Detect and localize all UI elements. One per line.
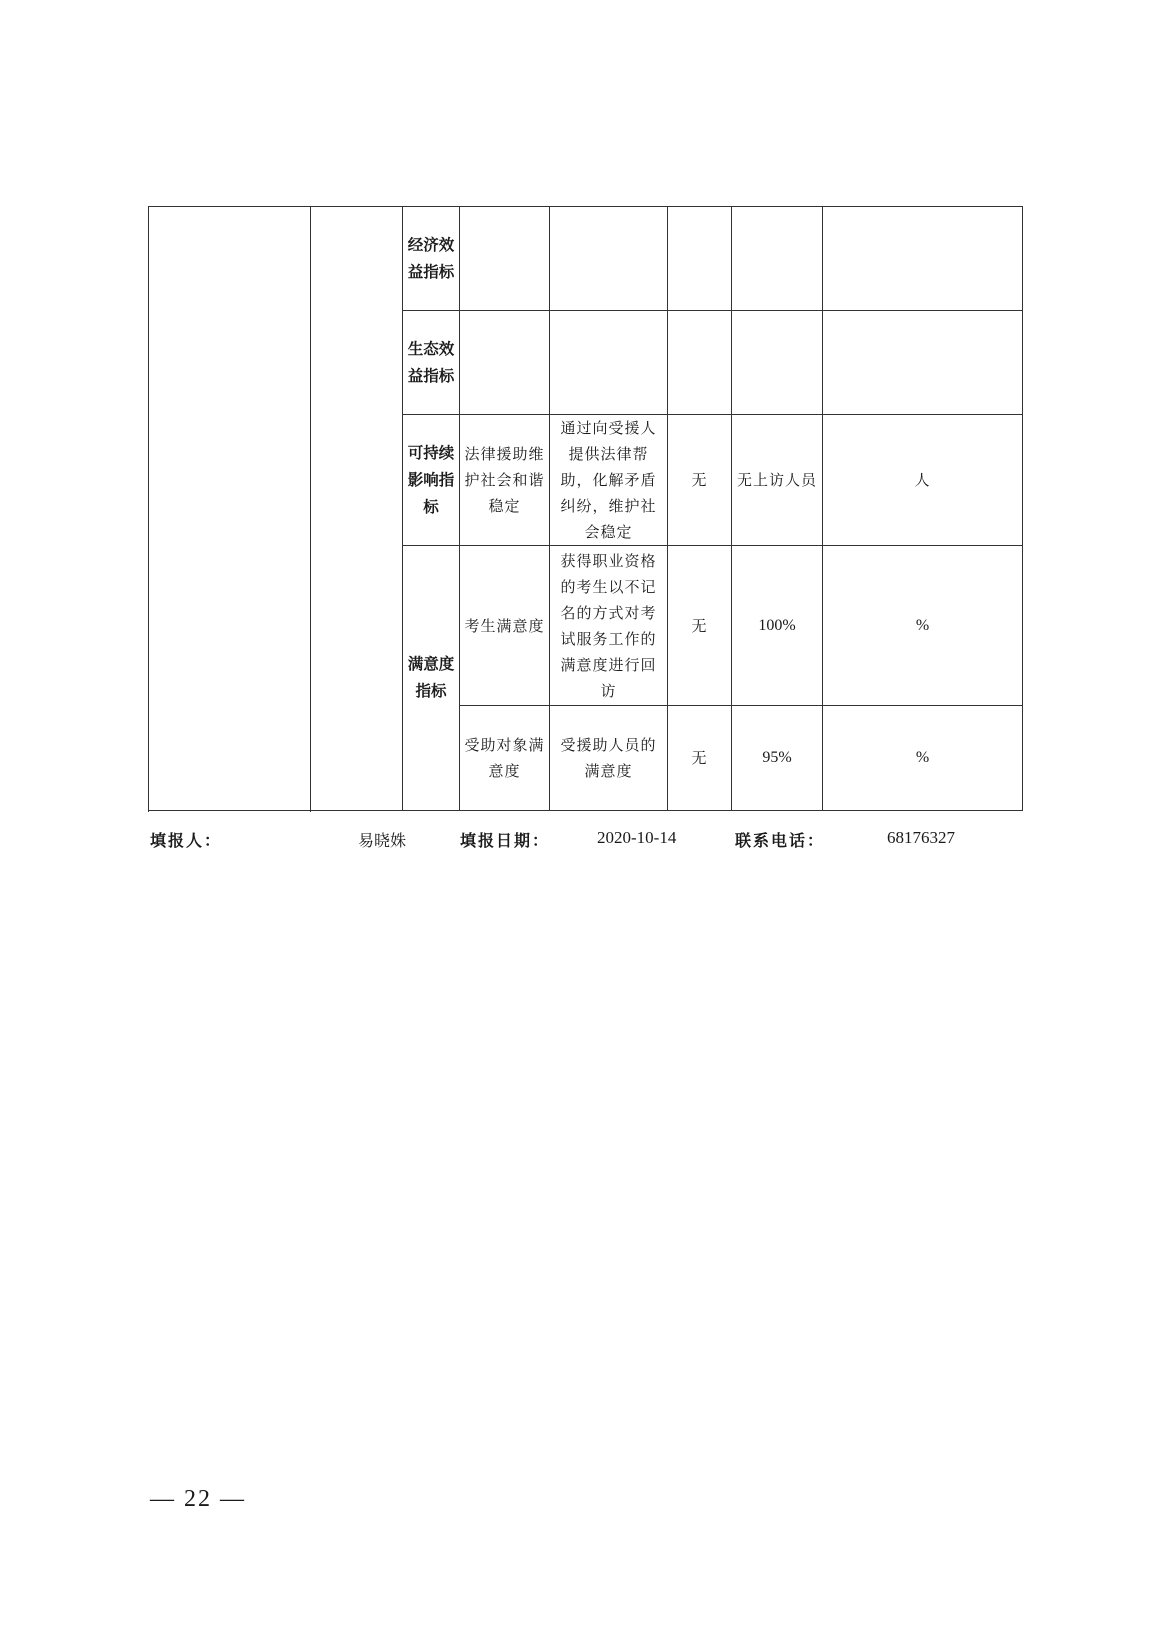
phone-value: 68176327 (887, 828, 955, 847)
phone-label: 联系电话： (735, 831, 826, 850)
filler-label: 填报人： (150, 831, 223, 850)
indicator-cell: 受助对象满意度 (460, 706, 550, 811)
unit-cell (823, 311, 1023, 415)
unit-cell: % (823, 546, 1023, 706)
page-number: — 22 — (150, 1486, 246, 1512)
date-label: 填报日期： (460, 831, 551, 850)
content-cell: 受援助人员的满意度 (550, 706, 668, 811)
target-cell: 100% (732, 546, 823, 706)
indicator-cell (460, 207, 550, 311)
baseline-cell: 无 (668, 546, 732, 706)
unit-cell: % (823, 706, 1023, 811)
content-cell: 通过向受援人提供法律帮助，化解矛盾纠纷，维护社会稳定 (550, 415, 668, 546)
baseline-cell: 无 (668, 706, 732, 811)
baseline-cell (668, 311, 732, 415)
performance-indicator-table (148, 206, 1023, 811)
target-cell: 95% (732, 706, 823, 811)
baseline-cell (668, 207, 732, 311)
table-row (149, 207, 1023, 311)
indicator-cell: 法律援助维护社会和谐稳定 (460, 415, 550, 546)
content-cell (550, 311, 668, 415)
target-cell: 无上访人员 (732, 415, 823, 546)
unit-cell: 人 (823, 415, 1023, 546)
second-level-indicator-cell (311, 207, 403, 811)
unit-cell (823, 207, 1023, 311)
satisfaction-category-cell: 满意度指标 (403, 546, 460, 811)
target-cell (732, 311, 823, 415)
content-cell (550, 207, 668, 311)
category-cell: 经济效益指标 (403, 207, 460, 311)
date-value: 2020-10-14 (597, 828, 677, 847)
filler-name: 易晓姝 (358, 831, 407, 850)
baseline-cell: 无 (668, 415, 732, 546)
indicator-cell: 考生满意度 (460, 546, 550, 706)
content-cell: 获得职业资格的考生以不记名的方式对考试服务工作的满意度进行回访 (550, 546, 668, 706)
first-level-indicator-cell (149, 207, 311, 811)
category-cell: 可持续影响指标 (403, 415, 460, 546)
category-cell: 生态效益指标 (403, 311, 460, 415)
indicator-cell (460, 311, 550, 415)
target-cell (732, 207, 823, 311)
